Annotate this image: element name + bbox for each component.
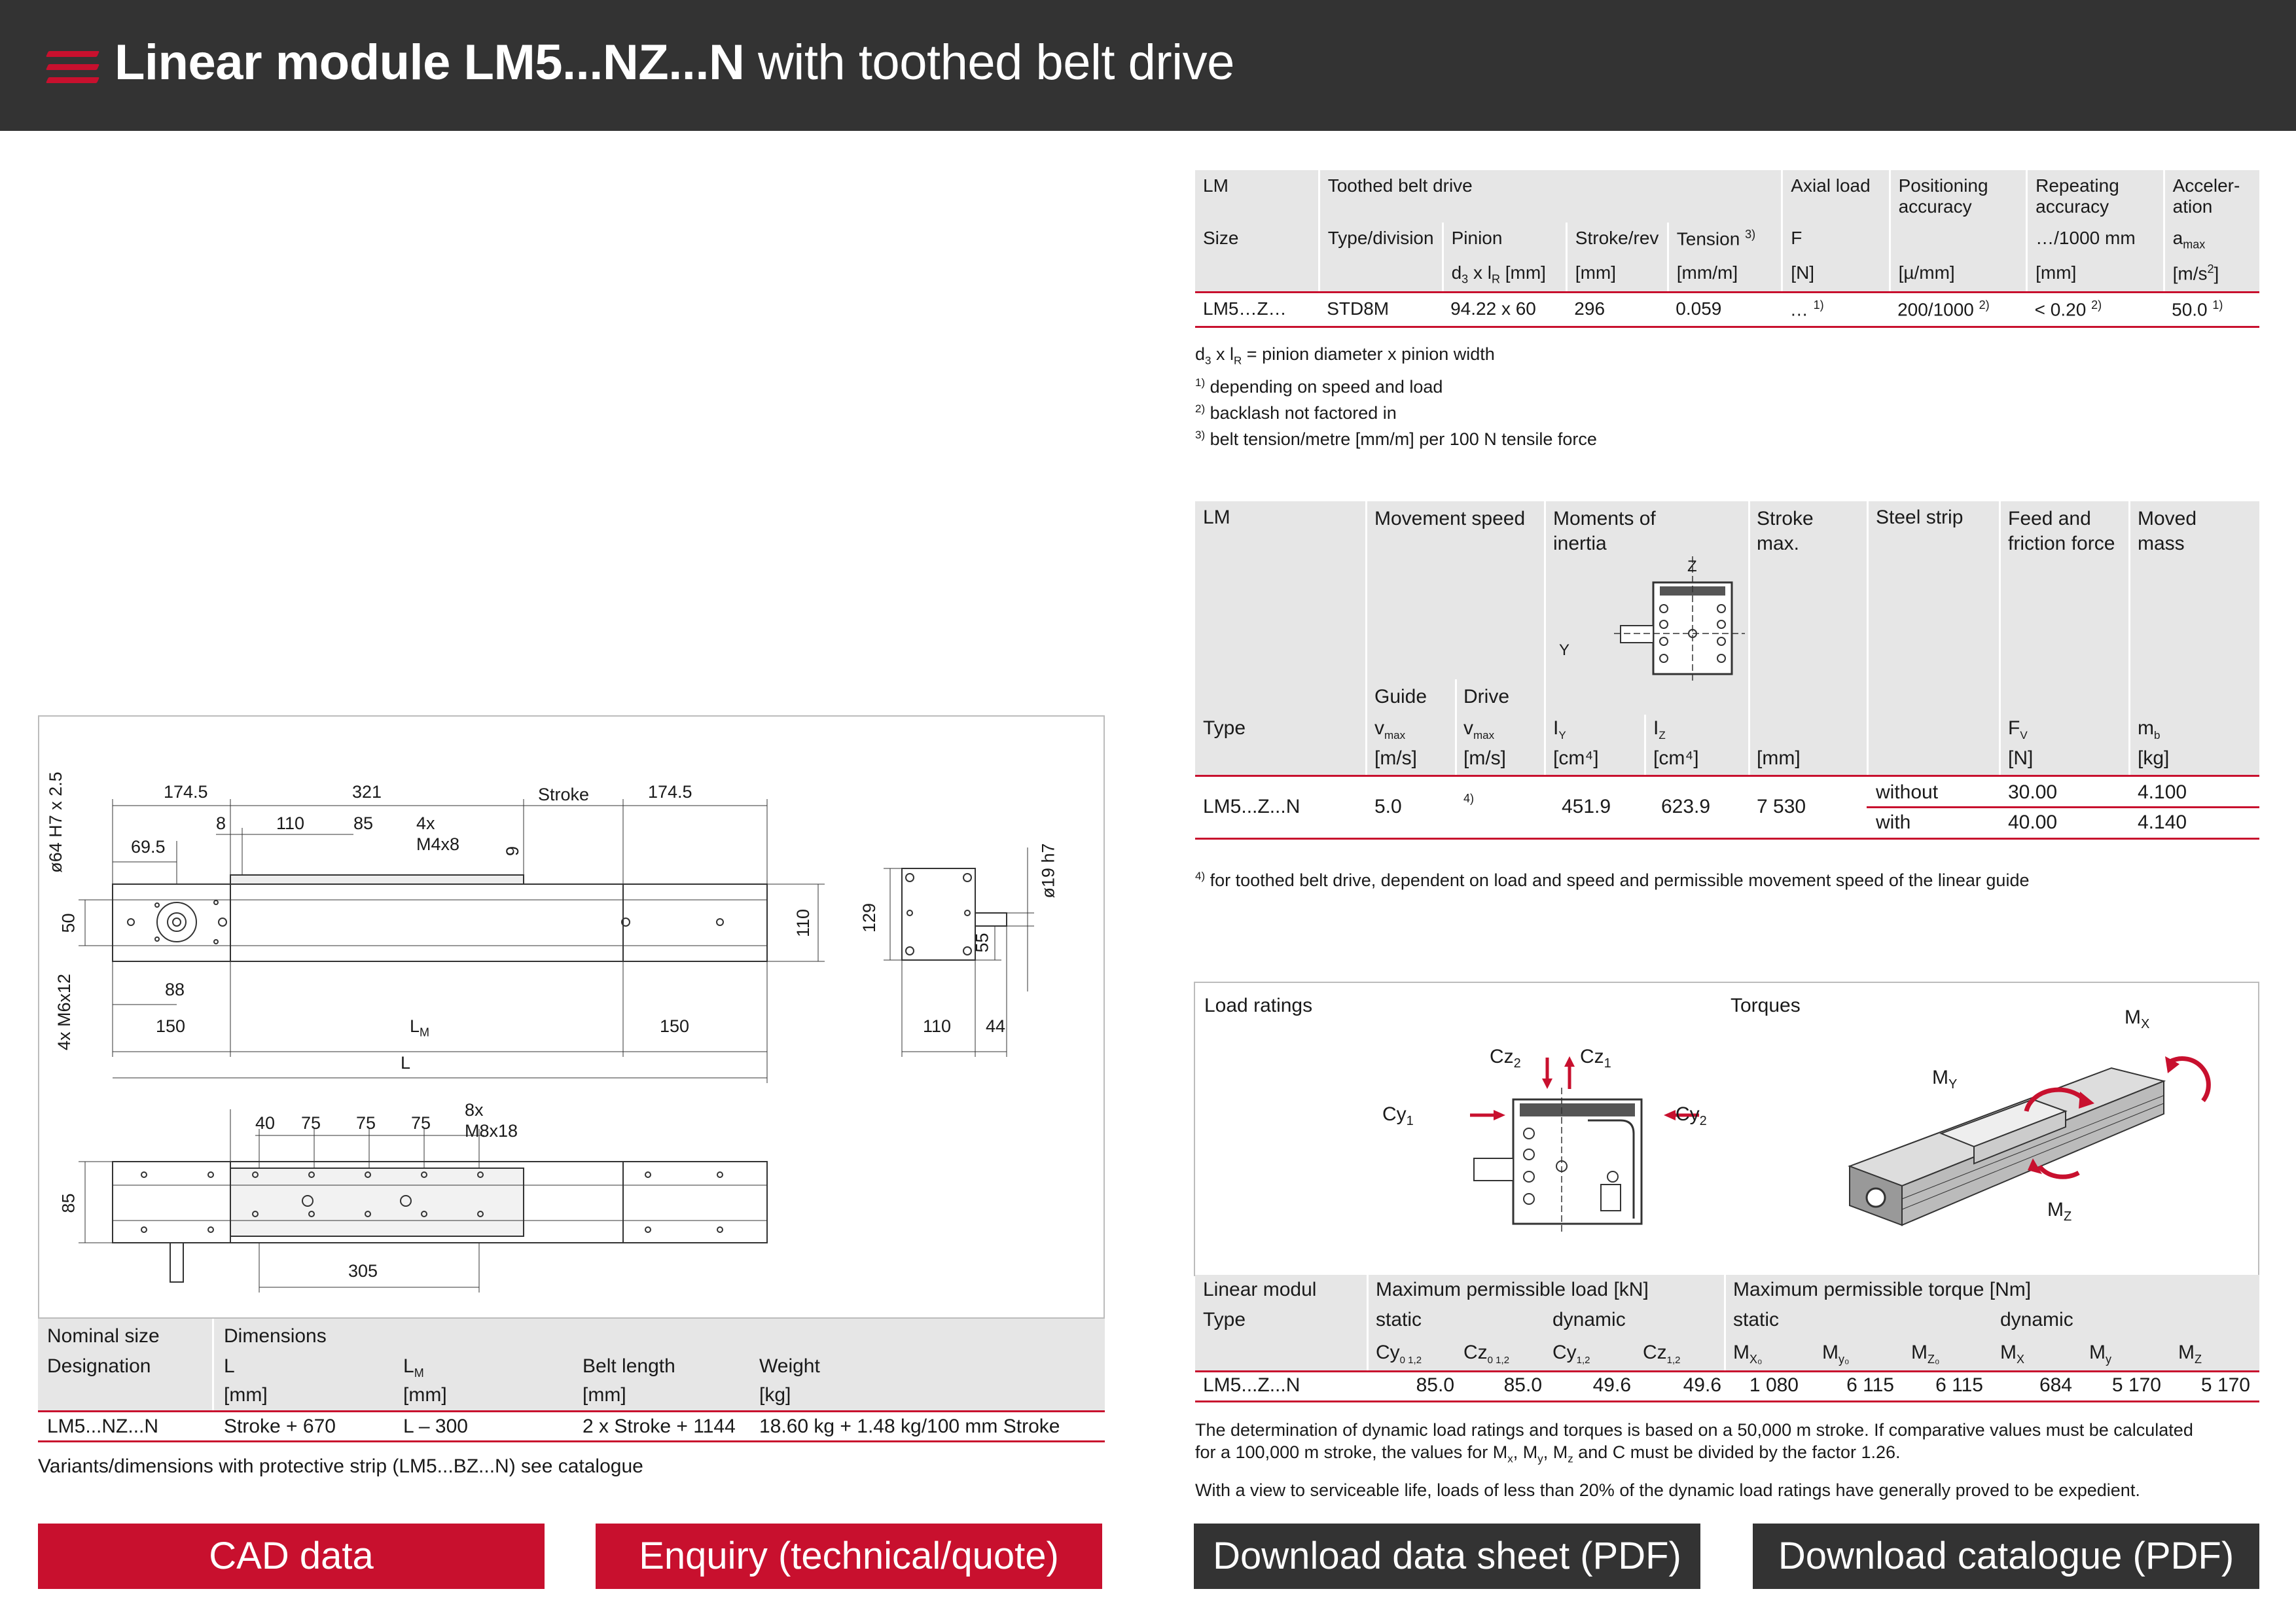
dim-8x: 8x xyxy=(465,1100,484,1120)
t2-h-drive: Drive xyxy=(1463,686,1510,707)
dim-m4x8: M4x8 xyxy=(416,834,460,854)
t2-h-lm: LM xyxy=(1203,507,1230,528)
label-cz1: $Cz_1$ xyxy=(1580,1046,1611,1071)
t1-h3-acc: $[m/s^2]$ xyxy=(2164,257,2259,293)
dim-85-top: 85 xyxy=(353,813,374,833)
t3-h-c3: $Cy_{1,2}$ xyxy=(1552,1342,1590,1366)
t2-axis-z: Z xyxy=(1687,558,1697,575)
t4-h-weight: Weight xyxy=(759,1355,820,1377)
t4-u-weight: [kg] xyxy=(759,1384,791,1406)
t3-h-c1: $Cy_{0 1,2}$ xyxy=(1376,1342,1422,1366)
dim-8: 8 xyxy=(216,813,226,833)
t4-belt: 2 x Stroke + 1144 xyxy=(583,1416,736,1437)
t1-h2-stroke: Stroke/rev xyxy=(1566,223,1668,257)
t4-h-l: L xyxy=(224,1355,235,1377)
t2-h-v1: $v_{max}$ xyxy=(1374,717,1406,741)
t1-pinion: 94.22 x 60 xyxy=(1443,293,1566,327)
dim-69-5: 69.5 xyxy=(131,837,166,857)
t2-with: with xyxy=(1876,812,1911,833)
t1-pos: 200/1000 $^{2)}$ xyxy=(1890,293,2027,327)
t2-iz: 623.9 xyxy=(1661,796,1711,817)
t2-h-mass: Moved mass xyxy=(2138,508,2197,554)
t3-h-static2: static xyxy=(1733,1309,1780,1330)
t1-h3-tension: [mm/m] xyxy=(1668,257,1782,293)
t1-h-belt: Toothed belt drive xyxy=(1319,170,1782,223)
t3-h-c5: $M_{X_0}$ xyxy=(1733,1342,1763,1366)
footnote-2: $^{2)}$ backlash not factored in xyxy=(1195,402,1397,423)
t4-lm: L – 300 xyxy=(403,1416,468,1437)
t4-h-nominal: Nominal size xyxy=(47,1325,160,1347)
download-catalogue-button[interactable]: Download catalogue (PDF) xyxy=(1753,1524,2259,1589)
t1-h2-per1000: …/1000 mm xyxy=(2027,223,2164,257)
t1-h-pos: Positioning accuracy xyxy=(1890,170,2027,223)
page-header xyxy=(0,0,2296,131)
t1-h-axial: Axial load xyxy=(1782,170,1890,223)
label-my: $M_Y$ xyxy=(1932,1067,1958,1092)
t1-h2-pinion: Pinion xyxy=(1443,223,1566,257)
t2-h-inertia: Moments of inertia xyxy=(1553,508,1656,554)
t3-h-dynamic2: dynamic xyxy=(2000,1309,2073,1330)
dim-88: 88 xyxy=(165,980,185,999)
t3-v3: 49.6 xyxy=(1592,1374,1631,1396)
t4-l: Stroke + 670 xyxy=(224,1416,336,1437)
dim-174-right: 174.5 xyxy=(648,782,692,802)
t3-h-lm: Linear modul xyxy=(1203,1279,1317,1300)
t2-h-strip: Steel strip xyxy=(1876,507,1964,528)
t3-h-c2: $Cz_{0 1,2}$ xyxy=(1463,1342,1510,1366)
t2-h-fv: $F_V$ xyxy=(2008,717,2028,741)
belt-drive-table xyxy=(1195,170,2259,328)
t3-h-type: Type xyxy=(1203,1309,1246,1330)
t2-h-stroke: Stroke max. xyxy=(1757,508,1814,554)
dim-110-vert: 110 xyxy=(793,908,814,938)
t1-h-rep: Repeating accuracy xyxy=(2027,170,2164,223)
variants-note: Variants/dimensions with protective strip (LM5...BZ...N) see catalogue xyxy=(38,1455,643,1477)
dim-stroke: Stroke xyxy=(538,785,590,804)
load-notes xyxy=(1195,1419,2262,1501)
dim-dia19: ø19 h7 xyxy=(1038,843,1058,899)
label-cy1: $Cy_1$ xyxy=(1382,1103,1414,1128)
speed-footnote: $^{4)}$ for toothed belt drive, dependent on load and speed and permissible movement speed of the linear guide xyxy=(1195,870,2030,890)
t2-m-with: 4.140 xyxy=(2138,812,2187,833)
label-cy2: $Cy_2$ xyxy=(1676,1103,1707,1128)
t2-h-feed: Feed and friction force xyxy=(2008,508,2115,554)
t1-h-lm: LM xyxy=(1195,170,1319,223)
t1-h3-pos: [µ/mm] xyxy=(1890,257,2027,293)
t3-v7: 6 115 xyxy=(1935,1374,1983,1396)
dim-150-left: 150 xyxy=(156,1016,186,1036)
t1-h3-f: [N] xyxy=(1782,257,1890,293)
t3-h-maxtorque: Maximum permissible torque [Nm] xyxy=(1733,1279,2032,1300)
t3-h-dynamic: dynamic xyxy=(1552,1309,1626,1330)
t4-u-l: [mm] xyxy=(224,1384,268,1406)
dim-lm: $L_M$ xyxy=(410,1016,430,1039)
dim-L: L xyxy=(401,1053,411,1073)
page-title-rest: with toothed belt drive xyxy=(758,35,1234,90)
t1-h3-rep: [mm] xyxy=(2027,257,2164,293)
t1-h2-a: $a_{max}$ xyxy=(2164,223,2259,257)
t4-designation: LM5...NZ...N xyxy=(47,1416,159,1437)
t3-v5: 1 080 xyxy=(1749,1374,1799,1396)
t1-h2-f: F xyxy=(1782,223,1890,257)
t1-rep: < 0.20 $^{2)}$ xyxy=(2027,293,2164,327)
belt-footnotes xyxy=(1195,343,1597,450)
t2-h-type: Type xyxy=(1203,717,1246,739)
page-title xyxy=(115,34,1234,91)
t3-h-maxload: Maximum permissible load [kN] xyxy=(1376,1279,1649,1300)
t1-h3-blank2 xyxy=(1319,257,1443,293)
dim-174-left: 174.5 xyxy=(164,782,208,802)
dim-4x-m6: 4x M6x12 xyxy=(54,973,75,1051)
dim-85-vert: 85 xyxy=(58,1193,79,1213)
dim-44: 44 xyxy=(986,1016,1006,1036)
t3-v4: 49.6 xyxy=(1683,1374,1721,1396)
footnote-1: $^{1)}$ depending on speed and load xyxy=(1195,376,1443,397)
t2-h-v2: $v_{max}$ xyxy=(1463,717,1495,741)
t1-h3-pinion: $d_3$ x $l_R$ [mm] xyxy=(1443,257,1566,293)
dim-50: 50 xyxy=(58,913,79,933)
load-ratings-panel xyxy=(1194,982,2259,1276)
dim-321: 321 xyxy=(352,782,382,802)
download-datasheet-button[interactable]: Download data sheet (PDF) xyxy=(1194,1524,1700,1589)
t1-h2-tension: Tension $^{3)}$ xyxy=(1668,223,1782,257)
t2-fv-with: 40.00 xyxy=(2008,812,2058,833)
torques-title: Torques xyxy=(1731,995,1801,1016)
t2-h-mb: $m_b$ xyxy=(2138,717,2161,741)
speed-table xyxy=(1195,501,2259,840)
t2-u-mb: [kg] xyxy=(2138,747,2170,769)
t3-h-c10: $M_Z$ xyxy=(2178,1342,2202,1366)
label-cz2: $Cz_2$ xyxy=(1490,1046,1521,1071)
load-torque-table xyxy=(1195,1275,2259,1403)
t1-tension: 0.059 xyxy=(1668,293,1782,327)
t4-h-designation: Designation xyxy=(47,1355,151,1377)
t4-h-dimensions: Dimensions xyxy=(224,1325,327,1347)
t2-axis-y: Y xyxy=(1559,641,1570,659)
footnote-pinion: $d_3$ x $l_R$ = pinion diameter x pinion width xyxy=(1195,344,1495,367)
t1-h-acc: Acceler-ation xyxy=(2164,170,2259,223)
t4-h-belt: Belt length xyxy=(583,1355,675,1377)
technical-drawing xyxy=(38,715,1105,1319)
t2-fv-without: 30.00 xyxy=(2008,781,2058,803)
t2-u-fv: [N] xyxy=(2008,747,2034,769)
t1-type: STD8M xyxy=(1319,293,1443,327)
t1-h2-size: Size xyxy=(1195,223,1319,257)
t3-h-c7: $M_{Z_0}$ xyxy=(1911,1342,1940,1366)
t2-u-iy: [cm⁴] xyxy=(1553,747,1599,769)
t4-u-lm: [mm] xyxy=(403,1384,447,1406)
dim-75-b: 75 xyxy=(356,1113,376,1133)
inertia-profile-icon xyxy=(1614,556,1751,687)
load-note-line1: The determination of dynamic load ratings and torques is based on a 50,000 m stroke. If comparative values must be calculated xyxy=(1195,1420,2193,1440)
t3-v8: 684 xyxy=(2039,1374,2072,1396)
dim-305: 305 xyxy=(348,1261,378,1281)
t3-v9: 5 170 xyxy=(2111,1374,2161,1396)
cad-data-button[interactable]: CAD data xyxy=(38,1524,545,1589)
t1-axial: … $^{1)}$ xyxy=(1782,293,1890,327)
dim-110-top: 110 xyxy=(276,813,305,833)
t2-h-guide: Guide xyxy=(1374,686,1427,707)
load-note-line3: With a view to serviceable life, loads of less than 20% of the dynamic load ratings have generally proved to be expedient. xyxy=(1195,1480,2140,1501)
dim-4x: 4x xyxy=(416,813,435,833)
t1-h2-type: Type/division xyxy=(1319,223,1443,257)
dimensions-table xyxy=(38,1319,1105,1443)
t3-h-static: static xyxy=(1376,1309,1422,1330)
dim-40: 40 xyxy=(255,1113,276,1133)
dim-55: 55 xyxy=(972,933,992,953)
load-note-line2: for a 100,000 m stroke, the values for $M_x$, $M_y$, $M_z$ and C must be divided by the factor 1.26. xyxy=(1195,1442,1901,1465)
footnote-3: $^{3)}$ belt tension/metre [mm/m] per 100 N tensile force xyxy=(1195,429,1597,450)
t3-h-c9: $M_y$ xyxy=(2089,1342,2111,1366)
t2-m-without: 4.100 xyxy=(2138,781,2187,803)
brand-logo-icon xyxy=(47,51,98,85)
t4-weight: 18.60 kg + 1.48 kg/100 mm Stroke xyxy=(759,1416,1060,1437)
label-mz: $M_Z$ xyxy=(2047,1199,2072,1224)
page-title-bold: Linear module LM5...NZ...N xyxy=(115,35,745,90)
load-ratings-title: Load ratings xyxy=(1204,995,1313,1016)
dim-75-a: 75 xyxy=(301,1113,321,1133)
t2-stroke: 7 530 xyxy=(1757,796,1806,817)
t2-guide: 5.0 xyxy=(1374,796,1402,817)
t3-v6: 6 115 xyxy=(1846,1374,1894,1396)
t1-acc: 50.0 $^{1)}$ xyxy=(2164,293,2259,327)
t3-v10: 5 170 xyxy=(2200,1374,2250,1396)
t2-h-speed: Movement speed xyxy=(1374,508,1526,529)
dim-75-c: 75 xyxy=(411,1113,431,1133)
dim-9: 9 xyxy=(503,846,523,857)
t2-iy: 451.9 xyxy=(1562,796,1611,817)
t2-u-guide: [m/s] xyxy=(1374,747,1417,769)
t1-h2-blank xyxy=(1890,223,2027,257)
table-row xyxy=(1195,293,2259,327)
dim-dia64: ø64 H7 x 2.5 xyxy=(45,772,65,873)
t2-type: LM5...Z...N xyxy=(1203,796,1300,817)
torques-module-icon xyxy=(1823,1035,2255,1271)
t3-v2: 85.0 xyxy=(1503,1374,1542,1396)
dim-110-end: 110 xyxy=(923,1016,952,1036)
dim-m8x18: M8x18 xyxy=(465,1121,518,1141)
t1-h3-stroke: [mm] xyxy=(1566,257,1668,293)
t1-h3-blank1 xyxy=(1195,257,1319,293)
t2-h-iz: $I_Z$ xyxy=(1653,717,1666,741)
dim-150-right: 150 xyxy=(660,1016,690,1036)
t3-h-c6: $M_{y_0}$ xyxy=(1822,1342,1850,1366)
t3-h-c8: $M_X$ xyxy=(2000,1342,2025,1366)
t4-h-lm: $L_M$ xyxy=(403,1355,424,1380)
label-mx: $M_X$ xyxy=(2125,1007,2150,1031)
load-ratings-profile-icon xyxy=(1391,1042,1784,1238)
t1-size: LM5…Z… xyxy=(1195,293,1319,327)
t3-h-c4: $Cz_{1,2}$ xyxy=(1643,1342,1681,1366)
t2-u-stroke: [mm] xyxy=(1757,747,1801,769)
t2-h-iy: $I_Y$ xyxy=(1553,717,1566,741)
t3-type: LM5...Z...N xyxy=(1203,1374,1300,1396)
enquiry-button[interactable]: Enquiry (technical/quote) xyxy=(596,1524,1102,1589)
t2-drive-note: 4) xyxy=(1463,792,1475,805)
t2-without: without xyxy=(1876,781,1939,803)
t2-u-drive: [m/s] xyxy=(1463,747,1506,769)
dim-129: 129 xyxy=(859,902,880,933)
t2-u-iz: [cm⁴] xyxy=(1653,747,1699,769)
t3-v1: 85.0 xyxy=(1416,1374,1454,1396)
t1-stroke: 296 xyxy=(1566,293,1668,327)
t4-u-belt: [mm] xyxy=(583,1384,626,1406)
